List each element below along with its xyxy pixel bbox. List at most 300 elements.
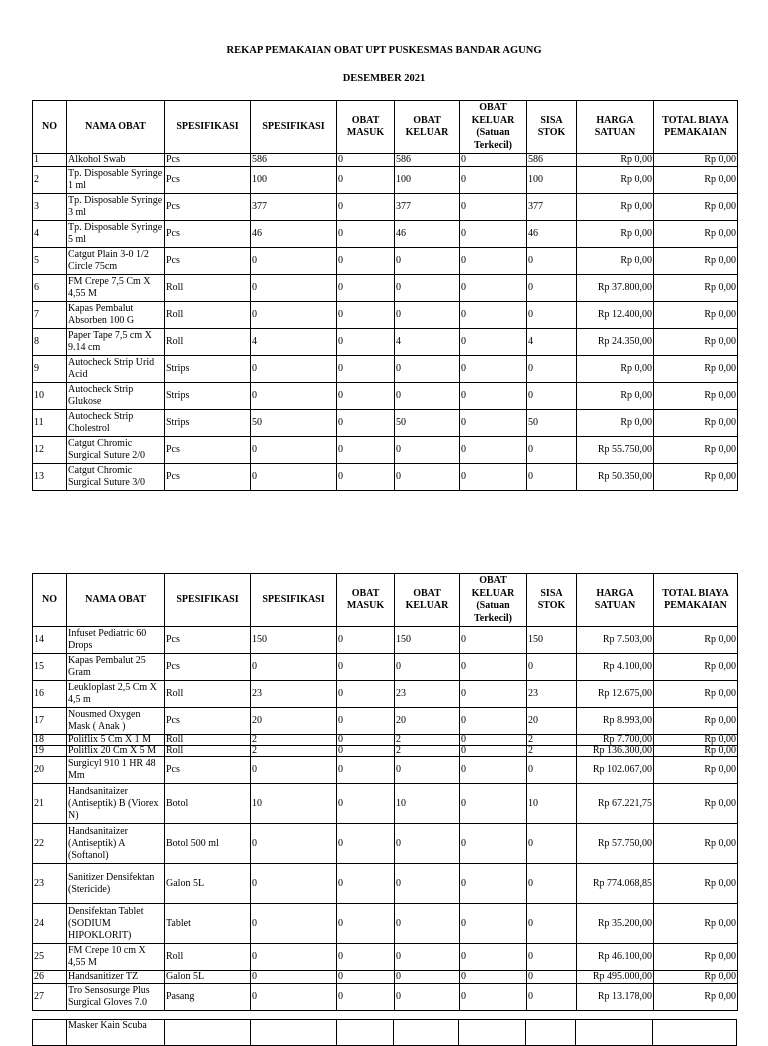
price-cell: Rp 495.000,00	[577, 971, 654, 984]
spec-cell: Roll	[165, 302, 251, 329]
out-smallest-cell: 0	[460, 984, 527, 1011]
table-row	[33, 410, 738, 437]
out-cell: 0	[395, 302, 460, 329]
out-cell: 0	[395, 248, 460, 275]
stock-cell: 0	[527, 275, 577, 302]
no-cell: 13	[33, 464, 67, 491]
report-title: REKAP PEMAKAIAN OBAT UPT PUSKESMAS BANDAR AGUNG	[226, 45, 542, 56]
spec2-cell: 0	[251, 864, 337, 904]
in-cell: 0	[337, 383, 395, 410]
total-cell: Rp 0,00	[654, 784, 738, 824]
out-cell: 586	[395, 154, 460, 167]
total-cell: Rp 0,00	[654, 735, 738, 746]
medicine-table-2	[32, 573, 738, 1011]
out-cell: 100	[395, 167, 460, 194]
table-row	[33, 194, 738, 221]
price-cell: Rp 35.200,00	[577, 904, 654, 944]
in-cell: 0	[337, 410, 395, 437]
out-cell: 2	[395, 735, 460, 746]
header-sisa-stok: SISA STOK	[527, 574, 577, 627]
table-row	[33, 746, 738, 757]
table-row	[33, 275, 738, 302]
total-cell: Rp 0,00	[654, 864, 738, 904]
name-cell: Paper Tape 7,5 cm X 9.14 cm	[67, 329, 165, 356]
table-row	[33, 167, 738, 194]
price-cell: Rp 4.100,00	[577, 654, 654, 681]
name-cell: Catgut Chromic Surgical Suture 3/0	[67, 464, 165, 491]
out-smallest-cell: 0	[460, 735, 527, 746]
out-cell: 0	[395, 464, 460, 491]
no-cell: 2	[33, 167, 67, 194]
table-row	[33, 356, 738, 383]
out-cell: 4	[395, 329, 460, 356]
table-row	[33, 329, 738, 356]
price-cell: Rp 0,00	[577, 167, 654, 194]
out-cell: 0	[395, 971, 460, 984]
out-smallest-cell: 0	[460, 464, 527, 491]
header-total-biaya: TOTAL BIAYA PEMAKAIAN	[654, 574, 738, 627]
in-cell: 0	[337, 627, 395, 654]
cut-off-row	[32, 1019, 737, 1031]
spec-cell: Tablet	[165, 904, 251, 944]
spec2-cell: 0	[251, 971, 337, 984]
in-cell: 0	[337, 784, 395, 824]
spec2-cell: 0	[251, 757, 337, 784]
spec2-cell: 0	[251, 824, 337, 864]
in-cell: 0	[337, 746, 395, 757]
no-cell: 5	[33, 248, 67, 275]
out-smallest-cell: 0	[460, 437, 527, 464]
total-cell: Rp 0,00	[654, 746, 738, 757]
spec2-cell: 0	[251, 984, 337, 1011]
table-row	[33, 757, 738, 784]
stock-cell: 4	[527, 329, 577, 356]
spec2-cell: 0	[251, 464, 337, 491]
no-cell: 1	[33, 154, 67, 167]
out-smallest-cell: 0	[460, 167, 527, 194]
spec-cell: Pcs	[165, 627, 251, 654]
stock-cell: 0	[527, 944, 577, 971]
header-obat-masuk: OBAT MASUK	[337, 101, 395, 154]
table-row	[33, 654, 738, 681]
in-cell: 0	[337, 167, 395, 194]
in-cell: 0	[337, 654, 395, 681]
spec2-cell: 2	[251, 735, 337, 746]
total-cell: Rp 0,00	[654, 329, 738, 356]
in-cell: 0	[337, 194, 395, 221]
total-cell: Rp 0,00	[654, 383, 738, 410]
total-cell: Rp 0,00	[654, 944, 738, 971]
no-cell: 25	[33, 944, 67, 971]
total-cell: Rp 0,00	[654, 248, 738, 275]
out-smallest-cell: 0	[460, 746, 527, 757]
out-cell: 0	[395, 824, 460, 864]
in-cell: 0	[337, 681, 395, 708]
stock-cell: 586	[527, 154, 577, 167]
table-row	[33, 383, 738, 410]
price-cell: Rp 24.350,00	[577, 329, 654, 356]
stock-cell: 0	[527, 464, 577, 491]
table-row	[33, 248, 738, 275]
name-cell: Poliflix 5 Cm X 1 M	[67, 735, 165, 746]
header-sisa-stok: SISA STOK	[527, 101, 577, 154]
total-cell: Rp 0,00	[654, 302, 738, 329]
price-cell: Rp 46.100,00	[577, 944, 654, 971]
total-cell: Rp 0,00	[654, 437, 738, 464]
spec-cell: Pcs	[165, 437, 251, 464]
name-cell: Tro Sensosurge Plus Surgical Gloves 7.0	[67, 984, 165, 1011]
price-cell: Rp 12.400,00	[577, 302, 654, 329]
in-cell: 0	[337, 437, 395, 464]
name-cell: Catgut Chromic Surgical Suture 2/0	[67, 437, 165, 464]
out-cell: 0	[395, 984, 460, 1011]
price-cell: Rp 0,00	[577, 356, 654, 383]
price-cell: Rp 55.750,00	[577, 437, 654, 464]
header-spesifikasi: SPESIFIKASI	[165, 101, 251, 154]
price-cell: Rp 102.067,00	[577, 757, 654, 784]
spec2-cell: 0	[251, 654, 337, 681]
table-row	[33, 708, 738, 735]
no-cell: 3	[33, 194, 67, 221]
spec2-cell: 2	[251, 746, 337, 757]
no-cell: 16	[33, 681, 67, 708]
price-cell: Rp 136.300,00	[577, 746, 654, 757]
price-cell: Rp 0,00	[577, 383, 654, 410]
out-cell: 50	[395, 410, 460, 437]
out-smallest-cell: 0	[460, 654, 527, 681]
name-cell: Infuset Pediatric 60 Drops	[67, 627, 165, 654]
total-cell: Rp 0,00	[654, 627, 738, 654]
total-cell: Rp 0,00	[654, 221, 738, 248]
header-harga-satuan: HARGA SATUAN	[577, 574, 654, 627]
total-cell: Rp 0,00	[654, 971, 738, 984]
total-cell: Rp 0,00	[654, 757, 738, 784]
table-row	[33, 904, 738, 944]
price-cell: Rp 13.178,00	[577, 984, 654, 1011]
out-smallest-cell: 0	[460, 784, 527, 824]
name-cell: Tp. Disposable Syringe 5 ml	[67, 221, 165, 248]
stock-cell: 20	[527, 708, 577, 735]
header-obat-masuk: OBAT MASUK	[337, 574, 395, 627]
name-cell: FM Crepe 10 cm X 4,55 M	[67, 944, 165, 971]
no-cell: 22	[33, 824, 67, 864]
name-cell: Handsanitizer TZ	[67, 971, 165, 984]
table-row	[33, 154, 738, 167]
spec-cell: Roll	[165, 329, 251, 356]
header-obat-keluar-satuan: OBAT KELUAR (Satuan Terkecil)	[460, 574, 527, 627]
out-smallest-cell: 0	[460, 194, 527, 221]
stock-cell: 0	[527, 302, 577, 329]
no-cell: 15	[33, 654, 67, 681]
out-smallest-cell: 0	[460, 824, 527, 864]
out-smallest-cell: 0	[460, 971, 527, 984]
out-cell: 0	[395, 944, 460, 971]
header-no: NO	[33, 101, 67, 154]
out-smallest-cell: 0	[460, 154, 527, 167]
spec2-cell: 0	[251, 356, 337, 383]
table-row	[33, 984, 738, 1011]
in-cell: 0	[337, 154, 395, 167]
name-cell: Surgicyl 910 1 HR 48 Mm	[67, 757, 165, 784]
name-cell: Alkohol Swab	[67, 154, 165, 167]
out-cell: 23	[395, 681, 460, 708]
stock-cell: 0	[527, 356, 577, 383]
header-total-biaya: TOTAL BIAYA PEMAKAIAN	[654, 101, 738, 154]
price-cell: Rp 0,00	[577, 154, 654, 167]
header-no: NO	[33, 574, 67, 627]
price-cell: Rp 50.350,00	[577, 464, 654, 491]
table-row	[33, 784, 738, 824]
price-cell: Rp 12.675,00	[577, 681, 654, 708]
stock-cell: 0	[527, 437, 577, 464]
price-cell: Rp 0,00	[577, 248, 654, 275]
total-cell: Rp 0,00	[654, 167, 738, 194]
price-cell: Rp 0,00	[577, 194, 654, 221]
spec-cell: Roll	[165, 746, 251, 757]
out-cell: 0	[395, 275, 460, 302]
header-nama-obat: NAMA OBAT	[67, 101, 165, 154]
spec-cell: Pcs	[165, 654, 251, 681]
spec-cell: Pcs	[165, 708, 251, 735]
spec2-cell: 50	[251, 410, 337, 437]
stock-cell: 0	[527, 971, 577, 984]
price-cell: Rp 0,00	[577, 221, 654, 248]
header-spesifikasi-2: SPESIFIKASI	[251, 574, 337, 627]
out-cell: 0	[395, 356, 460, 383]
out-smallest-cell: 0	[460, 944, 527, 971]
name-cell: Nousmed Oxygen Mask ( Anak )	[67, 708, 165, 735]
name-cell: Poliflix 20 Cm X 5 M	[67, 746, 165, 757]
table-row	[33, 302, 738, 329]
total-cell: Rp 0,00	[654, 708, 738, 735]
in-cell: 0	[337, 757, 395, 784]
header-spesifikasi: SPESIFIKASI	[165, 574, 251, 627]
stock-cell: 150	[527, 627, 577, 654]
out-smallest-cell: 0	[460, 302, 527, 329]
no-cell: 24	[33, 904, 67, 944]
spec2-cell: 0	[251, 944, 337, 971]
in-cell: 0	[337, 944, 395, 971]
total-cell: Rp 0,00	[654, 984, 738, 1011]
out-cell: 0	[395, 437, 460, 464]
out-smallest-cell: 0	[460, 221, 527, 248]
name-cell: Densifektan Tablet (SODIUM HIPOKLORIT)	[67, 904, 165, 944]
price-cell: Rp 7.700,00	[577, 735, 654, 746]
no-cell: 7	[33, 302, 67, 329]
out-smallest-cell: 0	[460, 248, 527, 275]
no-cell: 4	[33, 221, 67, 248]
no-cell: 27	[33, 984, 67, 1011]
out-cell: 0	[395, 757, 460, 784]
name-cell: Kapas Pembalut 25 Gram	[67, 654, 165, 681]
out-smallest-cell: 0	[460, 627, 527, 654]
header-obat-keluar: OBAT KELUAR	[395, 574, 460, 627]
header-nama-obat: NAMA OBAT	[67, 574, 165, 627]
header-harga-satuan: HARGA SATUAN	[577, 101, 654, 154]
name-cell: Sanitizer Densifektan (Stericide)	[67, 864, 165, 904]
spec-cell: Pcs	[165, 757, 251, 784]
spec-cell: Galon 5L	[165, 864, 251, 904]
out-cell: 10	[395, 784, 460, 824]
stock-cell: 23	[527, 681, 577, 708]
in-cell: 0	[337, 356, 395, 383]
no-cell: 21	[33, 784, 67, 824]
out-smallest-cell: 0	[460, 410, 527, 437]
spec2-cell: 0	[251, 904, 337, 944]
name-cell: Handsanitaizer (Antiseptik) A (Softanol)	[67, 824, 165, 864]
no-cell: 8	[33, 329, 67, 356]
no-cell: 26	[33, 971, 67, 984]
out-cell: 20	[395, 708, 460, 735]
spec-cell: Pcs	[165, 194, 251, 221]
stock-cell: 46	[527, 221, 577, 248]
spec-cell: Roll	[165, 944, 251, 971]
table-row	[33, 971, 738, 984]
spec-cell: Galon 5L	[165, 971, 251, 984]
out-cell: 0	[395, 654, 460, 681]
name-cell: Tp. Disposable Syringe 1 ml	[67, 167, 165, 194]
name-cell: Autocheck Strip Glukose	[67, 383, 165, 410]
name-cell: Handsanitaizer (Antiseptik) B (Viorex N)	[67, 784, 165, 824]
price-cell: Rp 67.221,75	[577, 784, 654, 824]
spec-cell: Pcs	[165, 464, 251, 491]
in-cell: 0	[337, 824, 395, 864]
in-cell: 0	[337, 221, 395, 248]
out-cell: 150	[395, 627, 460, 654]
stock-cell: 0	[527, 757, 577, 784]
no-cell: 20	[33, 757, 67, 784]
spec-cell: Pasang	[165, 984, 251, 1011]
table-row	[33, 681, 738, 708]
stock-cell: 100	[527, 167, 577, 194]
name-cell: Catgut Plain 3-0 1/2 Circle 75cm	[67, 248, 165, 275]
no-cell: 12	[33, 437, 67, 464]
in-cell: 0	[337, 904, 395, 944]
total-cell: Rp 0,00	[654, 681, 738, 708]
table-row	[33, 437, 738, 464]
name-cell: Autocheck Strip Cholestrol	[67, 410, 165, 437]
no-cell: 11	[33, 410, 67, 437]
no-cell: 14	[33, 627, 67, 654]
total-cell: Rp 0,00	[654, 464, 738, 491]
stock-cell: 377	[527, 194, 577, 221]
total-cell: Rp 0,00	[654, 356, 738, 383]
total-cell: Rp 0,00	[654, 824, 738, 864]
out-cell: 0	[395, 383, 460, 410]
stock-cell: 0	[527, 248, 577, 275]
total-cell: Rp 0,00	[654, 275, 738, 302]
out-smallest-cell: 0	[460, 383, 527, 410]
total-cell: Rp 0,00	[654, 410, 738, 437]
out-smallest-cell: 0	[460, 329, 527, 356]
spec-cell: Pcs	[165, 167, 251, 194]
spec-cell: Botol 500 ml	[165, 824, 251, 864]
stock-cell: 0	[527, 824, 577, 864]
in-cell: 0	[337, 248, 395, 275]
stock-cell: 2	[527, 735, 577, 746]
out-cell: 0	[395, 864, 460, 904]
no-cell: 10	[33, 383, 67, 410]
table-row	[33, 864, 738, 904]
out-smallest-cell: 0	[460, 681, 527, 708]
out-smallest-cell: 0	[460, 757, 527, 784]
in-cell: 0	[337, 864, 395, 904]
spec2-cell: 0	[251, 437, 337, 464]
spec2-cell: 46	[251, 221, 337, 248]
in-cell: 0	[337, 302, 395, 329]
spec2-cell: 0	[251, 275, 337, 302]
no-cell: 9	[33, 356, 67, 383]
name-cell: Leukloplast 2,5 Cm X 4,5 m	[67, 681, 165, 708]
out-smallest-cell: 0	[460, 708, 527, 735]
table-row	[33, 824, 738, 864]
price-cell: Rp 57.750,00	[577, 824, 654, 864]
total-cell: Rp 0,00	[654, 904, 738, 944]
out-smallest-cell: 0	[460, 275, 527, 302]
in-cell: 0	[337, 464, 395, 491]
no-cell: 19	[33, 746, 67, 757]
spec2-cell: 100	[251, 167, 337, 194]
name-cell: FM Crepe 7,5 Cm X 4,55 M	[67, 275, 165, 302]
stock-cell: 0	[527, 904, 577, 944]
spec2-cell: 0	[251, 302, 337, 329]
stock-cell: 0	[527, 654, 577, 681]
table-row	[33, 221, 738, 248]
no-cell: 18	[33, 735, 67, 746]
out-smallest-cell: 0	[460, 864, 527, 904]
price-cell: Rp 8.993,00	[577, 708, 654, 735]
stock-cell: 0	[527, 984, 577, 1011]
price-cell: Rp 37.800,00	[577, 275, 654, 302]
spec2-cell: 4	[251, 329, 337, 356]
total-cell: Rp 0,00	[654, 654, 738, 681]
spec-cell: Pcs	[165, 154, 251, 167]
in-cell: 0	[337, 735, 395, 746]
in-cell: 0	[337, 984, 395, 1011]
report-period: DESEMBER 2021	[342, 73, 426, 84]
out-smallest-cell: 0	[460, 356, 527, 383]
in-cell: 0	[337, 275, 395, 302]
no-cell: 23	[33, 864, 67, 904]
spec2-cell: 0	[251, 248, 337, 275]
price-cell: Rp 0,00	[577, 410, 654, 437]
table-row	[33, 627, 738, 654]
out-cell: 0	[395, 904, 460, 944]
in-cell: 0	[337, 329, 395, 356]
out-cell: 2	[395, 746, 460, 757]
spec2-cell: 586	[251, 154, 337, 167]
spec-cell: Botol	[165, 784, 251, 824]
spec-cell: Strips	[165, 383, 251, 410]
price-cell: Rp 7.503,00	[577, 627, 654, 654]
name-cell: Tp. Disposable Syringe 3 ml	[67, 194, 165, 221]
in-cell: 0	[337, 708, 395, 735]
total-cell: Rp 0,00	[654, 154, 738, 167]
spec2-cell: 377	[251, 194, 337, 221]
spec-cell: Strips	[165, 410, 251, 437]
stock-cell: 2	[527, 746, 577, 757]
spec2-cell: 150	[251, 627, 337, 654]
name-cell: Autocheck Strip Urid Acid	[67, 356, 165, 383]
spec2-cell: 23	[251, 681, 337, 708]
table-row	[33, 944, 738, 971]
stock-cell: 0	[527, 383, 577, 410]
spec-cell: Roll	[165, 681, 251, 708]
spec2-cell: 20	[251, 708, 337, 735]
header-obat-keluar-satuan: OBAT KELUAR (Satuan Terkecil)	[460, 101, 527, 154]
medicine-table-1	[32, 100, 738, 491]
stock-cell: 0	[527, 864, 577, 904]
